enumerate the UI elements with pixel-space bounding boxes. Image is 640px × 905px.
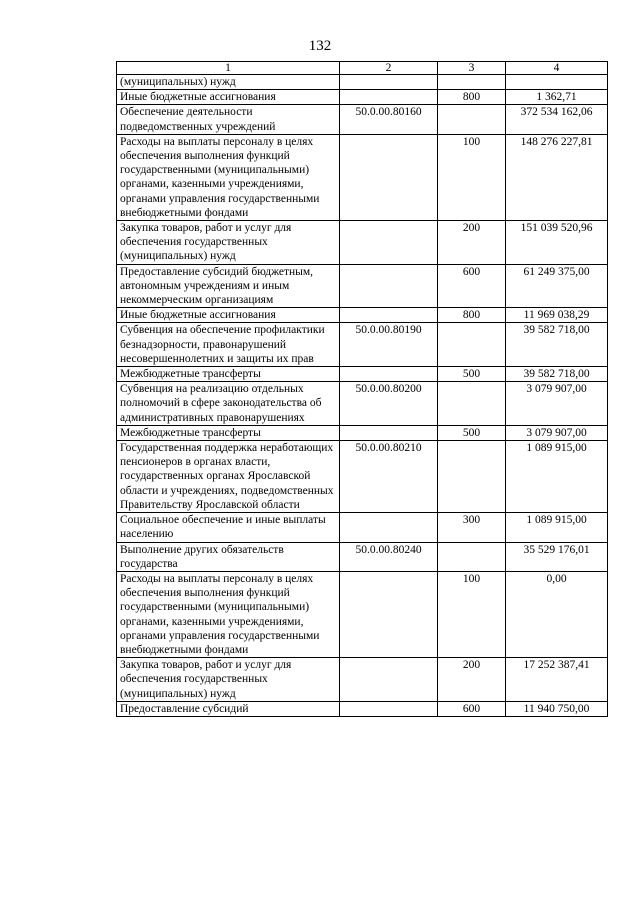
row-name: Иные бюджетные ассигнования xyxy=(117,308,340,323)
column-header-code: 2 xyxy=(340,62,438,75)
row-expense-type: 500 xyxy=(438,367,506,382)
column-header-type: 3 xyxy=(438,62,506,75)
row-target-code xyxy=(340,425,438,440)
row-target-code xyxy=(340,571,438,657)
row-expense-type: 500 xyxy=(438,425,506,440)
row-name: Государственная поддержка неработающих пенсионеров в органах власти, государственных органах Ярославской области и учреждениях, подведомственных Правительству Ярославской области xyxy=(117,441,340,513)
row-expense-type xyxy=(438,542,506,571)
row-name: Иные бюджетные ассигнования xyxy=(117,90,340,105)
row-target-code xyxy=(340,308,438,323)
table-row xyxy=(117,513,608,542)
row-name: Предоставление субсидий xyxy=(117,701,340,716)
table-row xyxy=(117,134,608,220)
row-target-code xyxy=(340,513,438,542)
row-expense-type: 200 xyxy=(438,658,506,702)
row-target-code xyxy=(340,367,438,382)
row-expense-type xyxy=(438,441,506,513)
row-expense-type: 100 xyxy=(438,134,506,220)
row-target-code xyxy=(340,221,438,265)
row-name: Закупка товаров, работ и услуг для обеспечения государственных (муниципальных) нужд xyxy=(117,658,340,702)
table-header-row xyxy=(117,62,608,75)
row-name: Расходы на выплаты персоналу в целях обеспечения выполнения функций государственными (муниципальными) органами, казенными учреждениями, органами управления государственными внебюджетными фондами xyxy=(117,571,340,657)
row-name: Выполнение других обязательств государства xyxy=(117,542,340,571)
row-name: Закупка товаров, работ и услуг для обеспечения государственных (муниципальных) нужд xyxy=(117,221,340,265)
row-sum: 151 039 520,96 xyxy=(506,221,608,265)
table-row xyxy=(117,571,608,657)
row-expense-type: 800 xyxy=(438,90,506,105)
row-target-code: 50.0.00.80200 xyxy=(340,382,438,426)
table-row xyxy=(117,425,608,440)
row-sum: 17 252 387,41 xyxy=(506,658,608,702)
row-target-code: 50.0.00.80210 xyxy=(340,441,438,513)
row-name: Обеспечение деятельности подведомственных учреждений xyxy=(117,105,340,134)
row-sum: 1 089 915,00 xyxy=(506,441,608,513)
table-row xyxy=(117,105,608,134)
row-name: Социальное обеспечение и иные выплаты населению xyxy=(117,513,340,542)
row-sum: 3 079 907,00 xyxy=(506,425,608,440)
row-sum: 3 079 907,00 xyxy=(506,382,608,426)
row-expense-type: 300 xyxy=(438,513,506,542)
row-target-code xyxy=(340,75,438,90)
row-name: Субвенция на обеспечение профилактики безнадзорности, правонарушений несовершеннолетних и защиты их прав xyxy=(117,323,340,367)
table-row xyxy=(117,308,608,323)
row-target-code xyxy=(340,264,438,308)
table-row xyxy=(117,75,608,90)
row-sum: 11 940 750,00 xyxy=(506,701,608,716)
column-header-name: 1 xyxy=(117,62,340,75)
row-target-code: 50.0.00.80160 xyxy=(340,105,438,134)
table-row xyxy=(117,441,608,513)
row-name: Предоставление субсидий бюджетным, автономным учреждениям и иным некоммерческим организациям xyxy=(117,264,340,308)
row-target-code xyxy=(340,701,438,716)
row-sum xyxy=(506,75,608,90)
row-expense-type: 100 xyxy=(438,571,506,657)
row-sum: 61 249 375,00 xyxy=(506,264,608,308)
row-expense-type xyxy=(438,382,506,426)
row-name: (муниципальных) нужд xyxy=(117,75,340,90)
column-header-sum: 4 xyxy=(506,62,608,75)
row-expense-type xyxy=(438,323,506,367)
table-row xyxy=(117,221,608,265)
row-target-code xyxy=(340,134,438,220)
row-sum: 0,00 xyxy=(506,571,608,657)
row-target-code: 50.0.00.80190 xyxy=(340,323,438,367)
table-row xyxy=(117,90,608,105)
table-row xyxy=(117,701,608,716)
row-name: Межбюджетные трансферты xyxy=(117,367,340,382)
row-expense-type xyxy=(438,105,506,134)
page-number: 132 xyxy=(308,38,332,54)
row-name: Расходы на выплаты персоналу в целях обеспечения выполнения функций государственными (муниципальными) органами, казенными учреждениями, органами управления государственными внебюджетными фондами xyxy=(117,134,340,220)
row-expense-type: 800 xyxy=(438,308,506,323)
table-row xyxy=(117,367,608,382)
row-sum: 148 276 227,81 xyxy=(506,134,608,220)
row-sum: 1 362,71 xyxy=(506,90,608,105)
table-row xyxy=(117,542,608,571)
row-expense-type: 600 xyxy=(438,264,506,308)
table-row xyxy=(117,658,608,702)
row-sum: 1 089 915,00 xyxy=(506,513,608,542)
table-row xyxy=(117,323,608,367)
table-row xyxy=(117,382,608,426)
budget-table xyxy=(116,61,608,717)
row-expense-type: 600 xyxy=(438,701,506,716)
row-name: Субвенция на реализацию отдельных полномочий в сфере законодательства об административных правонарушениях xyxy=(117,382,340,426)
row-name: Межбюджетные трансферты xyxy=(117,425,340,440)
table-row xyxy=(117,264,608,308)
row-expense-type: 200 xyxy=(438,221,506,265)
row-target-code: 50.0.00.80240 xyxy=(340,542,438,571)
row-expense-type xyxy=(438,75,506,90)
row-target-code xyxy=(340,90,438,105)
row-sum: 39 582 718,00 xyxy=(506,367,608,382)
row-sum: 39 582 718,00 xyxy=(506,323,608,367)
row-sum: 35 529 176,01 xyxy=(506,542,608,571)
row-target-code xyxy=(340,658,438,702)
row-sum: 372 534 162,06 xyxy=(506,105,608,134)
row-sum: 11 969 038,29 xyxy=(506,308,608,323)
